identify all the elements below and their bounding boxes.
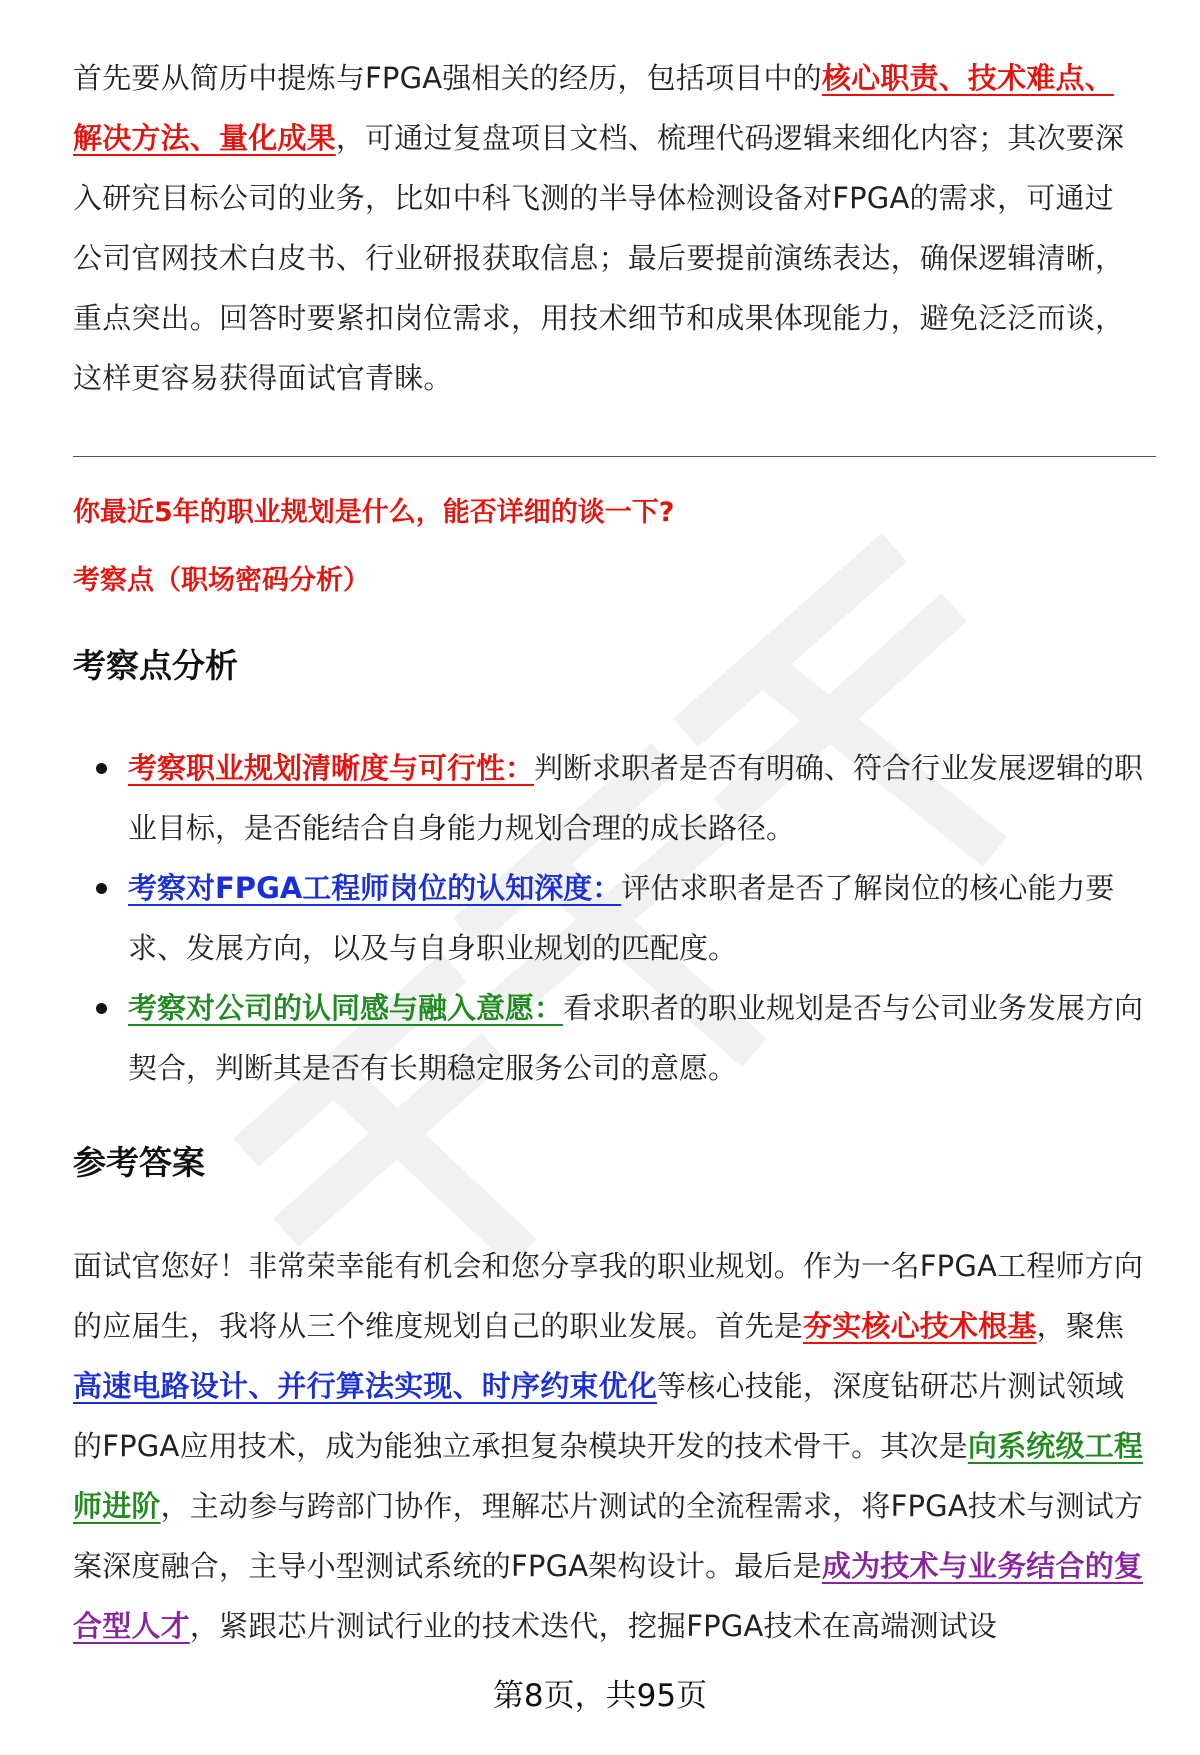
answer-text-5: ，紧跟芯片测试行业的技术迭代，挖掘FPGA技术在高端测试设 <box>189 1609 998 1643</box>
answer-text-4: ，主动参与跨部门协作，理解芯片测试的全流程需求，将FPGA技术与测试方案深度融合，主导小型测试系统的FPGA架构设计。最后是 <box>73 1489 1144 1583</box>
intro-paragraph <box>73 48 1143 408</box>
question-title: 你最近5年的职业规划是什么，能否详细的谈一下? <box>73 497 675 528</box>
answer-highlight-4: 成为技术与业务结合的复合型人才 <box>73 1549 1144 1643</box>
answer-text-3: 等核心技能，深度钻研芯片测试领域的FPGA应用技术，成为能独立承担复杂模块开发的技术骨干。其次是 <box>73 1369 1125 1463</box>
answer-paragraph <box>73 1236 1148 1656</box>
question-subtitle: 考察点（职场密码分析） <box>73 565 370 596</box>
answer-text-1: 面试官您好！非常荣幸能有机会和您分享我的职业规划。作为一名FPGA工程师方向的应届生，我将从三个维度规划自己的职业发展。首先是 <box>73 1249 1144 1343</box>
analysis-list <box>73 738 1148 1098</box>
analysis-heading: 考察点分析 <box>73 646 238 685</box>
intro-text-a: 首先要从简历中提炼与FPGA强相关的经历，包括项目中的 <box>73 61 822 95</box>
answer-highlight-3: 向系统级工程师进阶 <box>73 1429 1144 1523</box>
item-text: 判断求职者是否有明确、符合行业发展逻辑的职业目标，是否能结合自身能力规划合理的成长路径。 <box>128 751 1144 845</box>
answer-highlight-1: 夯实核心技术根基 <box>803 1309 1037 1343</box>
list-item <box>73 978 1148 1098</box>
list-item <box>73 738 1148 858</box>
answer-section <box>73 1236 1148 1656</box>
intro-highlight: 核心职责、技术难点、解决方法、量化成果 <box>73 61 1114 155</box>
item-text: 评估求职者是否了解岗位的核心能力要求、发展方向，以及与自身职业规划的匹配度。 <box>128 871 1115 965</box>
item-text: 看求职者的职业规划是否与公司业务发展方向契合，判断其是否有长期稳定服务公司的意愿。 <box>128 991 1144 1085</box>
intro-text-b: ，可通过复盘项目文档、梳理代码逻辑来细化内容；其次要深入研究目标公司的业务，比如中科飞测的半导体检测设备对FPGA的需求，可通过公司官网技术白皮书、行业研报获取信息；最后要提前演练表达，确保逻辑清晰，重点突出。回答时要紧扣岗位需求，用技术细节和成果体现能力，避免泛泛而谈，这样更容易获得面试官青睐。 <box>73 121 1125 395</box>
section-divider <box>73 456 1156 457</box>
answer-heading: 参考答案 <box>73 1143 205 1182</box>
intro-section <box>73 48 1143 408</box>
answer-highlight-2: 高速电路设计、并行算法实现、时序约束优化 <box>73 1369 658 1403</box>
item-label: 考察对公司的认同感与融入意愿： <box>128 991 564 1025</box>
item-label: 考察对FPGA工程师岗位的认知深度： <box>128 871 622 905</box>
list-item <box>73 858 1148 978</box>
item-label: 考察职业规划清晰度与可行性： <box>128 751 535 785</box>
bullet-dot-icon <box>96 763 107 774</box>
bullet-dot-icon <box>96 883 107 894</box>
bullet-dot-icon <box>96 1003 107 1014</box>
answer-text-2: ，聚焦 <box>1036 1309 1125 1343</box>
page-number: 第8页，共95页 <box>492 1678 708 1714</box>
